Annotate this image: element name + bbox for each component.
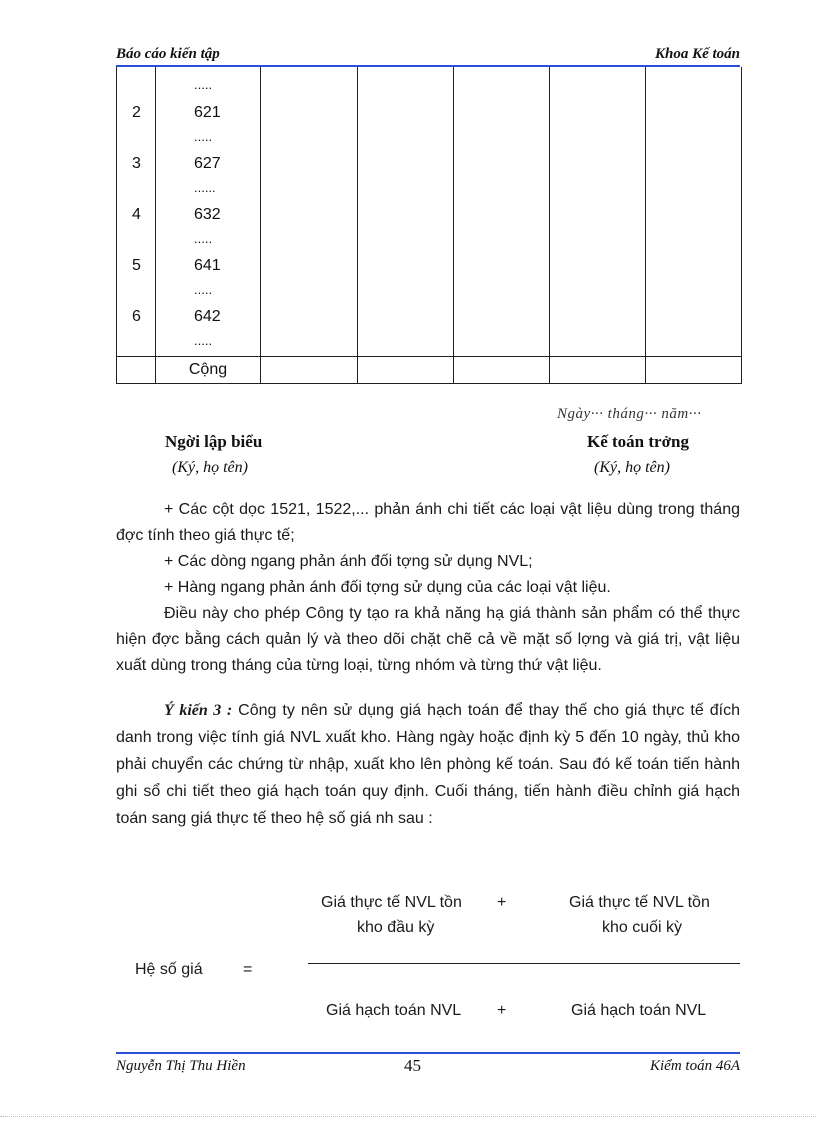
account-cell: 627 xyxy=(194,155,221,172)
numerator-left-line1: Giá thực tế NVL tồn xyxy=(321,894,462,911)
empty-cell xyxy=(646,357,742,384)
header-report-title: Báo cáo kiến tập xyxy=(116,46,220,62)
note-columns: + Các cột dọc 1521, 1522,... phản ánh chi tiết các loại vật liệu dùng trong tháng đợc tính theo giá thực tế; xyxy=(116,501,740,544)
account-cell: 621 xyxy=(194,104,221,121)
ellipsis: ...... xyxy=(194,180,216,195)
stt-column xyxy=(117,67,156,357)
empty-cell xyxy=(454,67,550,357)
stt-cell: 6 xyxy=(132,308,141,325)
empty-cell xyxy=(117,357,156,384)
ellipsis: ..... xyxy=(194,77,213,92)
empty-cell xyxy=(550,67,646,357)
empty-cell xyxy=(358,357,454,384)
empty-cell xyxy=(646,67,742,357)
formula-equals: = xyxy=(243,961,253,978)
opinion-paragraph xyxy=(116,697,740,832)
footer-class: Kiểm toán 46A xyxy=(650,1058,740,1074)
total-label: Cộng xyxy=(156,357,261,384)
bottom-dotted-rule xyxy=(0,1116,816,1117)
denominator-plus: + xyxy=(497,1002,507,1019)
ellipsis: ..... xyxy=(194,231,213,246)
account-cell: 642 xyxy=(194,308,221,325)
account-cell: 632 xyxy=(194,206,221,223)
ellipsis: ..... xyxy=(194,282,213,297)
signature-date: Ngày··· tháng··· năm··· xyxy=(557,406,702,422)
numerator-right-line1: Giá thực tế NVL tồn xyxy=(569,894,710,911)
benefit-paragraph: Điều này cho phép Công ty tạo ra khả năng hạ giá thành sản phẩm có thể thực hiện đợc bằng cách quản lý và theo dõi chặt chẽ cả về mặt số lợng và giá trị, vật liệu xuất dùng trong tháng của từng loại, từng nhóm và từng thứ vật liệu. xyxy=(116,605,740,674)
numerator-right-line2: kho cuối kỳ xyxy=(602,919,683,936)
table-total-row xyxy=(117,357,742,384)
stt-cell: 3 xyxy=(132,155,141,172)
denominator-left: Giá hạch toán NVL xyxy=(326,1002,462,1019)
empty-cell xyxy=(358,67,454,357)
opinion-text: Công ty nên sử dụng giá hạch toán để thay thế cho giá thực tế đích danh trong việc tính giá NVL xuất kho. Hàng ngày hoặc định kỳ 5 đến 10 ngày, thủ kho phải chuyển các chứng từ nhập, xuất kho lên phòng kế toán. Sau đó kế toán tiến hành ghi sổ chi tiết theo giá hạch toán quy định. Cuối tháng, tiến hành điều chỉnh giá hạch toán sang giá thực tế theo hệ số giá nh sau : xyxy=(116,702,741,827)
numerator-plus: + xyxy=(497,894,507,911)
denominator-right: Giá hạch toán NVL xyxy=(571,1002,707,1019)
empty-cell xyxy=(454,357,550,384)
stt-cell: 2 xyxy=(132,104,141,121)
preparer-sign-note: (Ký, họ tên) xyxy=(172,459,248,476)
empty-cell xyxy=(261,67,358,357)
table-body-row xyxy=(117,67,742,357)
empty-cell xyxy=(550,357,646,384)
note-rows: + Các dòng ngang phản ánh đối tợng sử dụng NVL; xyxy=(164,553,533,570)
preparer-title: Ngời lập biểu xyxy=(165,432,263,451)
note-horizontal: + Hàng ngang phản ánh đối tợng sử dụng của các loại vật liệu. xyxy=(164,579,611,596)
numerator-left-line2: kho đầu kỳ xyxy=(357,919,435,936)
formula-lhs: Hệ số giá xyxy=(135,961,203,978)
header-faculty: Khoa Kế toán xyxy=(654,46,740,62)
ellipsis: ..... xyxy=(194,129,213,144)
chief-accountant-title: Kế toán trởng xyxy=(587,432,689,451)
footer-rule xyxy=(116,1052,740,1054)
opinion-label: Ý kiến 3 : xyxy=(164,702,233,719)
account-column xyxy=(156,67,261,357)
footer-author: Nguyễn Thị Thu Hiền xyxy=(116,1058,246,1074)
empty-cell xyxy=(261,357,358,384)
fraction-bar xyxy=(308,963,740,964)
stt-cell: 5 xyxy=(132,257,141,274)
ellipsis: ..... xyxy=(194,333,213,348)
page-number: 45 xyxy=(404,1056,421,1075)
stt-cell: 4 xyxy=(132,206,141,223)
ledger-table xyxy=(116,67,742,384)
account-cell: 641 xyxy=(194,257,221,274)
chief-accountant-sign-note: (Ký, họ tên) xyxy=(594,459,670,476)
